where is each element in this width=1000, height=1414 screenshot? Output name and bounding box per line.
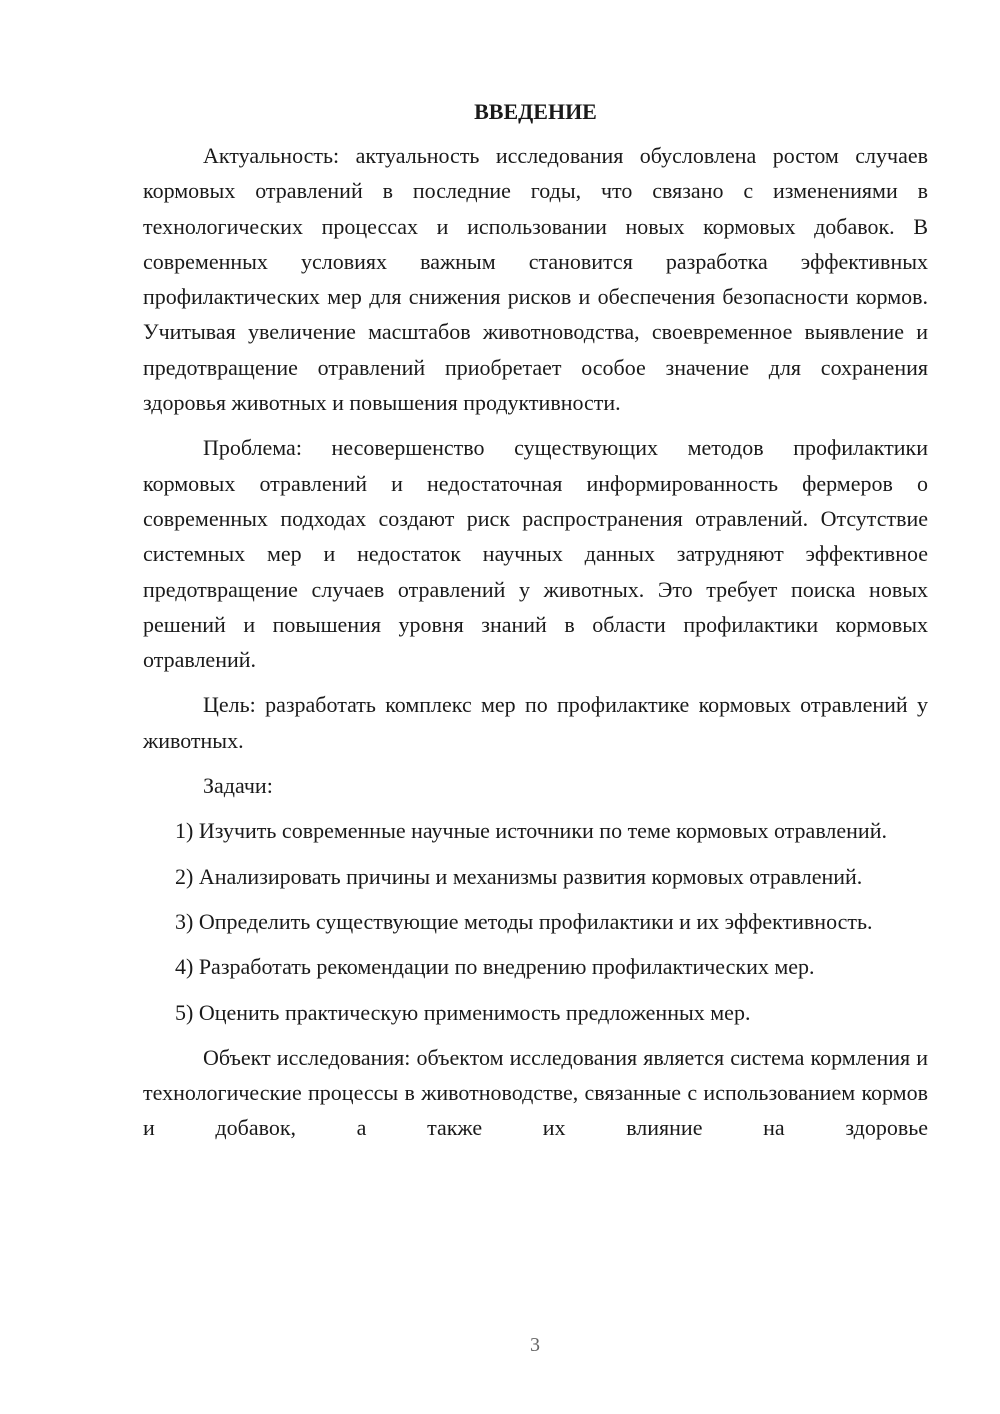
- task-item-4: 4) Разработать рекомендации по внедрению профилактических мер.: [175, 954, 815, 980]
- page-number: 3: [530, 1334, 540, 1356]
- task-item-2: 2) Анализировать причины и механизмы развития кормовых отравлений.: [175, 863, 863, 889]
- paragraph-problem: Проблема: несовершенство существующих методов профилактики кормовых отравлений и недостаточная информированность фермеров о современных подходах создают риск распространения отравлений. Отсутствие системных мер и недостаток научных данных затрудняют эффективное предотвращение случаев отравлений у животных. Это требует поиска новых решений и повышения уровня знаний в области профилактики кормовых отравлений.: [143, 435, 928, 673]
- paragraph-object: Объект исследования: объектом исследования является система кормления и технологические процессы в животноводстве, связанные с использованием кормов и добавок, а также их влияние на здоровье: [143, 1044, 928, 1141]
- paragraph-relevance: Актуальность: актуальность исследования обусловлена ростом случаев кормовых отравлений в последние годы, что связано с изменениями в технологических процессах и использовании новых кормовых добавок. В современных условиях важным становится разработка эффективных профилактических мер для снижения рисков и обеспечения безопасности кормов. Учитывая увеличение масштабов животноводства, своевременное выявление и предотвращение отравлений приобретает особое значение для сохранения здоровья животных и повышения продуктивности.: [143, 143, 928, 416]
- task-item-1: 1) Изучить современные научные источники по теме кормовых отравлений.: [175, 818, 887, 844]
- task-item-3: 3) Определить существующие методы профилактики и их эффективность.: [175, 908, 873, 934]
- section-title: ВВЕДЕНИЕ: [474, 99, 597, 124]
- tasks-heading: Задачи:: [203, 773, 273, 799]
- document-page: [143, 96, 928, 1146]
- task-item-5: 5) Оценить практическую применимость предложенных мер.: [175, 999, 751, 1025]
- paragraph-goal: Цель: разработать комплекс мер по профилактике кормовых отравлений у животных.: [143, 692, 928, 753]
